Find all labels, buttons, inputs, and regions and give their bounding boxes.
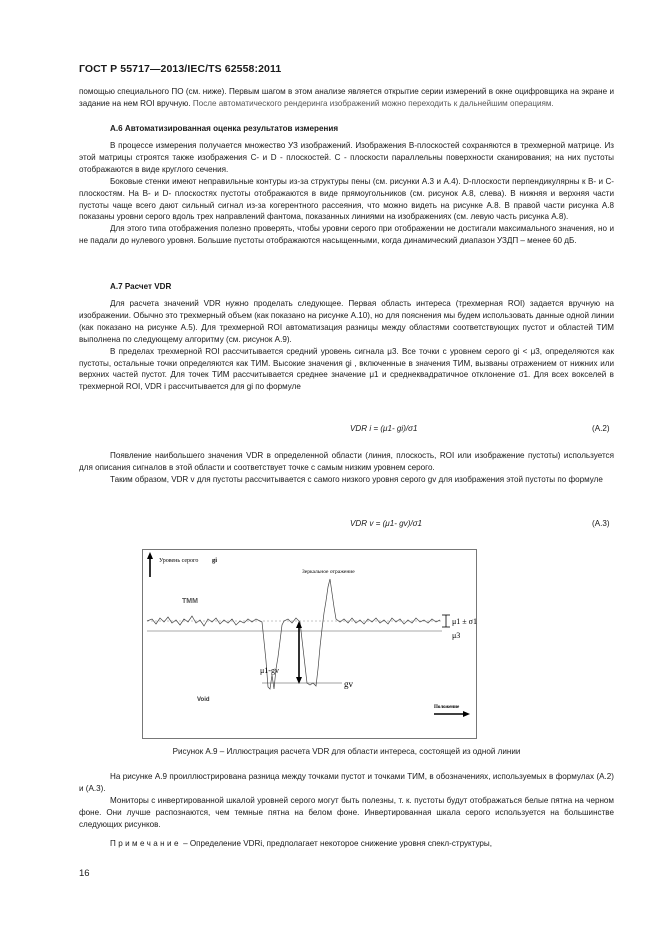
page-number: 16	[79, 868, 90, 879]
section-a6-title: А.6 Автоматизированная оценка результатов измерения	[110, 124, 339, 133]
figure-a9	[142, 549, 477, 739]
section-a6-body	[79, 140, 614, 247]
document-header: ГОСТ Р 55717—2013/IEC/TS 62558:2011	[79, 63, 282, 75]
note	[79, 839, 614, 848]
void-label: Void	[197, 697, 210, 703]
equation-a2: VDR i = (μ1- gi)/σ1	[350, 424, 418, 433]
mirror-reflection-label: Зеркальное отражение	[302, 569, 355, 575]
a7-paragraph-2: В пределах трехмерной ROI рассчитывается средний уровень сигнала μ3. Все точки с уровнем серого gi < μ3, определяются как пустоты, остальные точки определяются как ТИМ. Высокие значения gi , включенные в значения ТИМ, вызваны отражением от нижних или верхних частей пустот. Для точек ТИМ рассчитывается среднее значение μ1 и среднеквадратичное отклонение σ1. Для всех вокселей в трехмерной ROI, VDR i рассчитывается для gi по формуле	[79, 346, 614, 392]
tmm-label: ТММ	[182, 598, 198, 605]
mu3-label: μ3	[452, 631, 461, 640]
figure-frame	[143, 550, 477, 739]
a7-paragraph-4: Таким образом, VDR v для пустоты рассчитывается с самого низкого уровня серого gv для изображения этой пустоты по формуле	[110, 474, 603, 484]
mu-sigma-label: μ1 ± σ1	[452, 617, 477, 626]
section-a7-title: А.7 Расчет VDR	[110, 282, 172, 291]
a7-paragraph-1: Для расчета значений VDR нужно проделать следующее. Первая область интереса (трехмерная ROI) задается вручную на изображении. Обычно это трехмерный объем (как показано на рисунке А.10), но для пояснения мы будем использовать данные одной линии (как показано на рисунке А.5). Для трехмерной ROI автоматизация разницы между областями соответствующих пустот и областей ТИМ выполнена по следующему алгоритму (см. рисунок А.9).	[79, 299, 614, 344]
a6-paragraph-2: Боковые стенки имеют неправильные контуры из-за структуры пены (см. рисунки А.3 и А.4). D-плоскости перпендикулярны к B- и C- плоскостям. На B- и D- плоскостях пустоты отображаются в виде прямоугольников (см. рисунок А.8, слева). В нижняя и верхняя части пустоты чаще всего дают сильный сигнал из-за когерентного рассеяния, что можно видеть на рисунке А.8. В правой части рисунка А.8 показаны уровни серого вдоль трех направлений фантома, показанных линиями на изображениях (см. левую часть рисунка А.8).	[79, 176, 614, 222]
equation-a3: VDR v = (μ1- gv)/σ1	[350, 519, 423, 528]
section-a7-body-1	[79, 298, 614, 393]
section-a7-body-2	[79, 450, 614, 486]
note-text: – Определение VDRi, предполагает некоторое снижение уровня спекл-структуры,	[180, 839, 492, 848]
a7-paragraph-3: Появление наибольшего значения VDR в определенной области (линия, плоскость, ROI или изображение пустоты) используется для описания сигналов в этой области и соответствует точке с самым низким уровнем серого.	[79, 451, 614, 472]
equation-a3-number: (А.3)	[592, 519, 610, 528]
intro-text: помощью специального ПО (см. ниже). Первым шагом в этом анализе является открытие серии измерений в окне оцифровщика на экране и задание на нем ROI вручную.	[79, 87, 614, 108]
y-axis-label: Уровень серого	[159, 558, 199, 564]
a6-paragraph-3: Для этого типа отображения полезно проверять, чтобы уровни серого при отображении не достигали максимального значения, но и не падали до нулевого уровня. Большие пустоты отображаются насыщенными, когда динамический диапазон УЗДП – менее 60 дБ.	[79, 224, 614, 246]
after-paragraph-2: Мониторы с инвертированной шкалой уровней серого могут быть полезны, т. к. пустоты будут отображаться белые пятна на черном фоне. Они лучше распознаются, чем темные пятна на белом фоне. Инвертированная шкала серого используется на большинстве следующих рисунков.	[79, 795, 614, 829]
intro-text-gray: После автоматического рендеринга изображений можно переходить к дальнейшим операциям.	[190, 98, 554, 108]
intro-paragraph	[79, 86, 614, 110]
x-axis-label: Положение	[434, 705, 460, 710]
note-label: Примечание	[110, 839, 181, 848]
y-axis-symbol: gi	[212, 557, 218, 564]
gv-label: gv	[344, 679, 353, 689]
after-figure-body	[79, 771, 614, 831]
figure-caption: Рисунок А.9 – Иллюстрация расчета VDR для области интереса, состоящей из одной линии	[172, 747, 521, 756]
equation-a2-number: (А.2)	[592, 424, 610, 433]
a6-paragraph-1: В процессе измерения получается множество УЗ изображений. Изображения B-плоскостей сохраняются в трехмерной матрице. Из этой матрицы строятся также изображения C- и D - плоскостей. C - плоскости параллельны поверхности сканирования; на них пустоты отображаются в виде круглого сечения.	[79, 141, 614, 174]
after-paragraph-1: На рисунке А.9 проиллюстрирована разница между точками пустот и точками ТИМ, в обозначениях, используемых в формулах (А.2) и (А.3).	[79, 772, 614, 793]
diff-label: μ1-gv	[260, 666, 279, 675]
